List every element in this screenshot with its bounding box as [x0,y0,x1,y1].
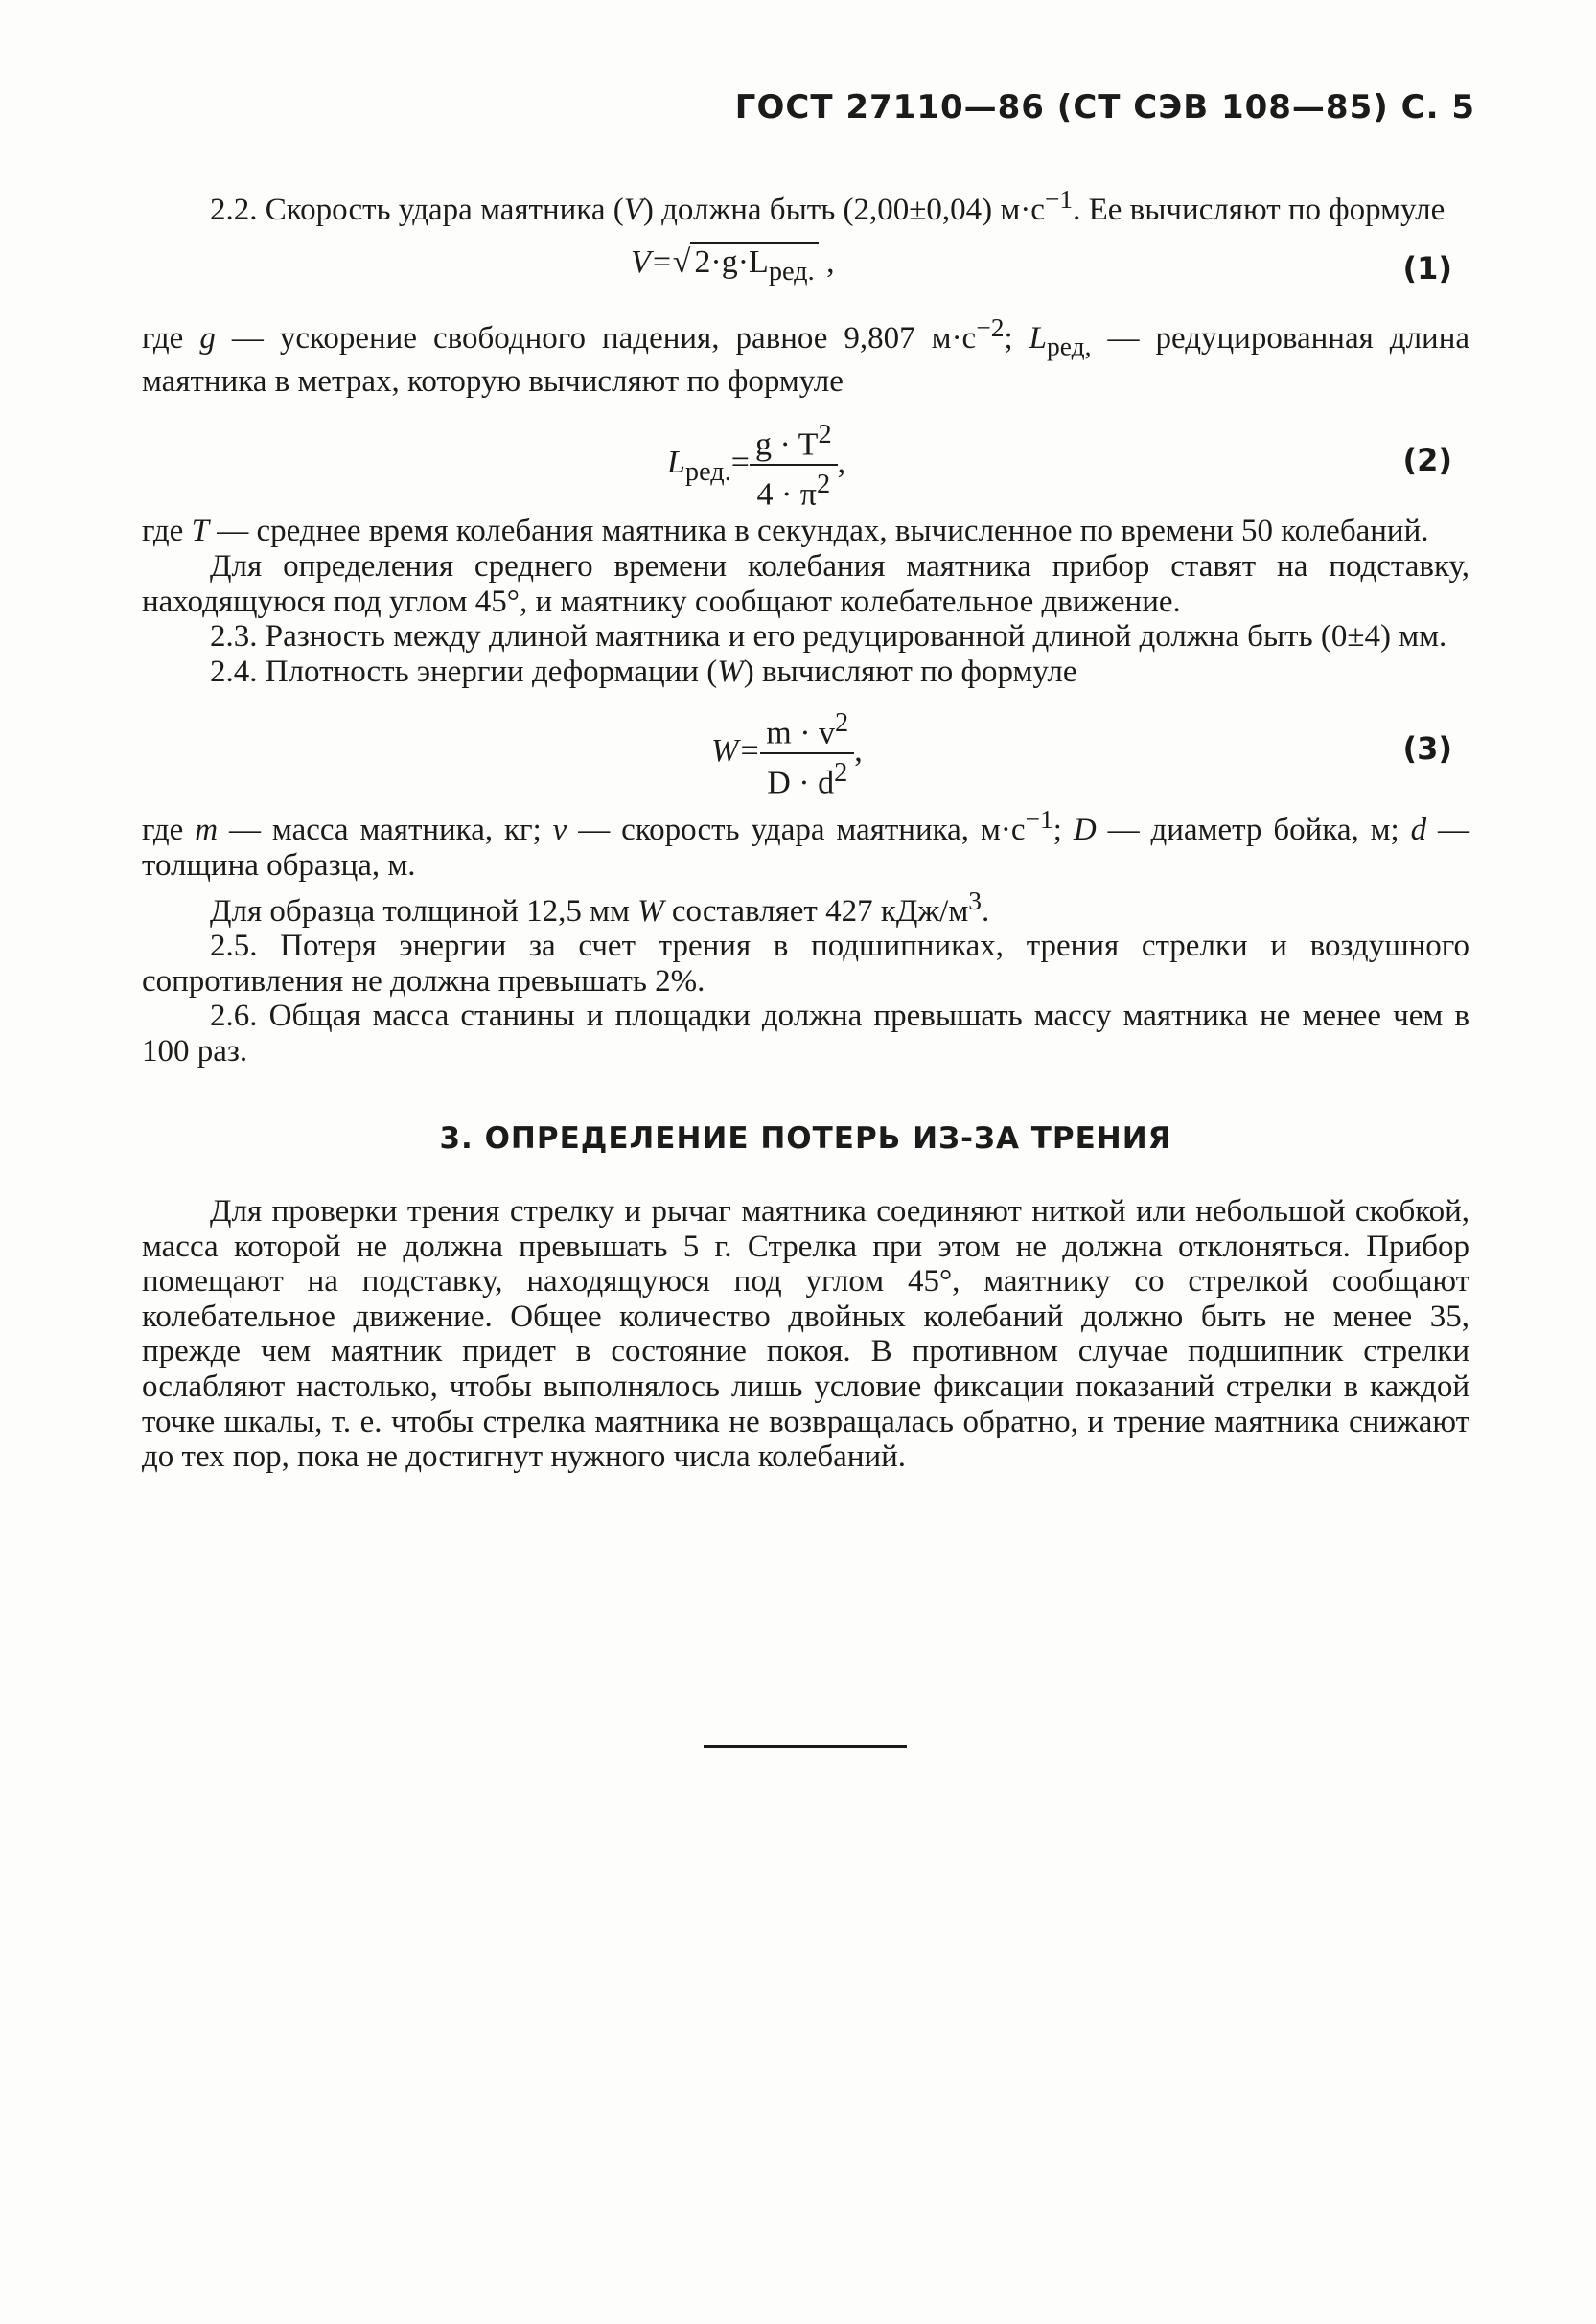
page-header: ГОСТ 27110—86 (СТ СЭВ 108—85) С. 5 [734,88,1475,127]
paragraph-2-2: 2.2. Скорость удара маятника (V) должна быть (2,00±0,04) $м\cdot с^{-1}$. Ее вычисляют по формуле [210,184,1446,227]
paragraph-2-6: 2.6. Общая масса станины и площадки должна превышать массу маятника не менее чем в 100 раз. [142,999,1469,1069]
paragraph-section-3-body: Для проверки трения стрелку и рычаг маятника соединяют ниткой или небольшой скобкой, масса которой не должна превышать 5 г. Стрелка при этом не должна отклоняться. Прибор помещают на подставку, находящуюся под углом 45°, маятнику со стрелкой сообщают колебательное движение. Общее количество двойных колебаний должно быть не менее 35, прежде чем маятник придет в состояние покоя. В противном случае подшипник стрелки ослабляют настолько, чтобы выполнялось лишь условие фиксации показаний стрелки в каждой точке шкалы, т. е. чтобы стрелка маятника не возвращалась обратно, и трение маятника снижают до тех пор, пока не достигнут нужного числа колебаний. [142,1194,1469,1475]
formula-3: W= $\frac{m \cdot v^2}{D \cdot d^2}$ , (3) [711,708,1452,800]
paragraph-2-4: 2.4. Плотность энергии деформации (W) вычисляют по формуле [210,654,1077,689]
paragraph-variables-definition: где m — масса маятника, кг; v — скорость удара маятника, $м\cdot с^{-1}$; D — диаметр бойка, м; d — толщина образца, м. [142,804,1469,883]
equation-number-2: (2) [1402,442,1452,479]
equation-number-3: (3) [1402,730,1452,768]
section-3-heading: 3. ОПРЕДЕЛЕНИЕ ПОТЕРЬ ИЗ-ЗА ТРЕНИЯ [439,1120,1172,1156]
document-body [142,182,1469,1475]
formula-1: V=√ $2\cdot g\cdot L_{ред.}$ , (1) [631,243,1452,287]
paragraph-2-3: 2.3. Разность между длиной маятника и его редуцированной длиной должна быть (0±4) мм. [210,619,1447,655]
equation-number-1: (1) [1402,249,1452,287]
paragraph-t-definition: где T — среднее время колебания маятника в секундах, вычисленное по времени 50 колебаний. [142,514,1429,549]
paragraph-g-definition: где g — ускорение свободного падения, равное 9,807 $м\cdot с^{-2}$; $L_{ред,}$ — редуцированная длина маятника в метрах, которую вычисляют по формуле [142,311,1470,399]
end-rule-divider [704,1745,907,1748]
formula-2: $L_{ред.}=$ $\frac{g \cdot T^2}{4 \cdot \pi^2}$ , (2) [667,420,1452,513]
paragraph-period-measurement: Для определения среднего времени колебания маятника прибор ставят на подставку, находящуюся под углом 45°, и маятнику сообщают колебательное движение. [142,548,1469,619]
paragraph-sample-energy: Для образца толщиной 12,5 мм W составляет 427 кДж/$м^3$. [210,885,990,929]
paragraph-2-5: 2.5. Потеря энергии за счет трения в подшипниках, трения стрелки и воздушного сопротивления не должна превышать 2%. [142,929,1469,999]
